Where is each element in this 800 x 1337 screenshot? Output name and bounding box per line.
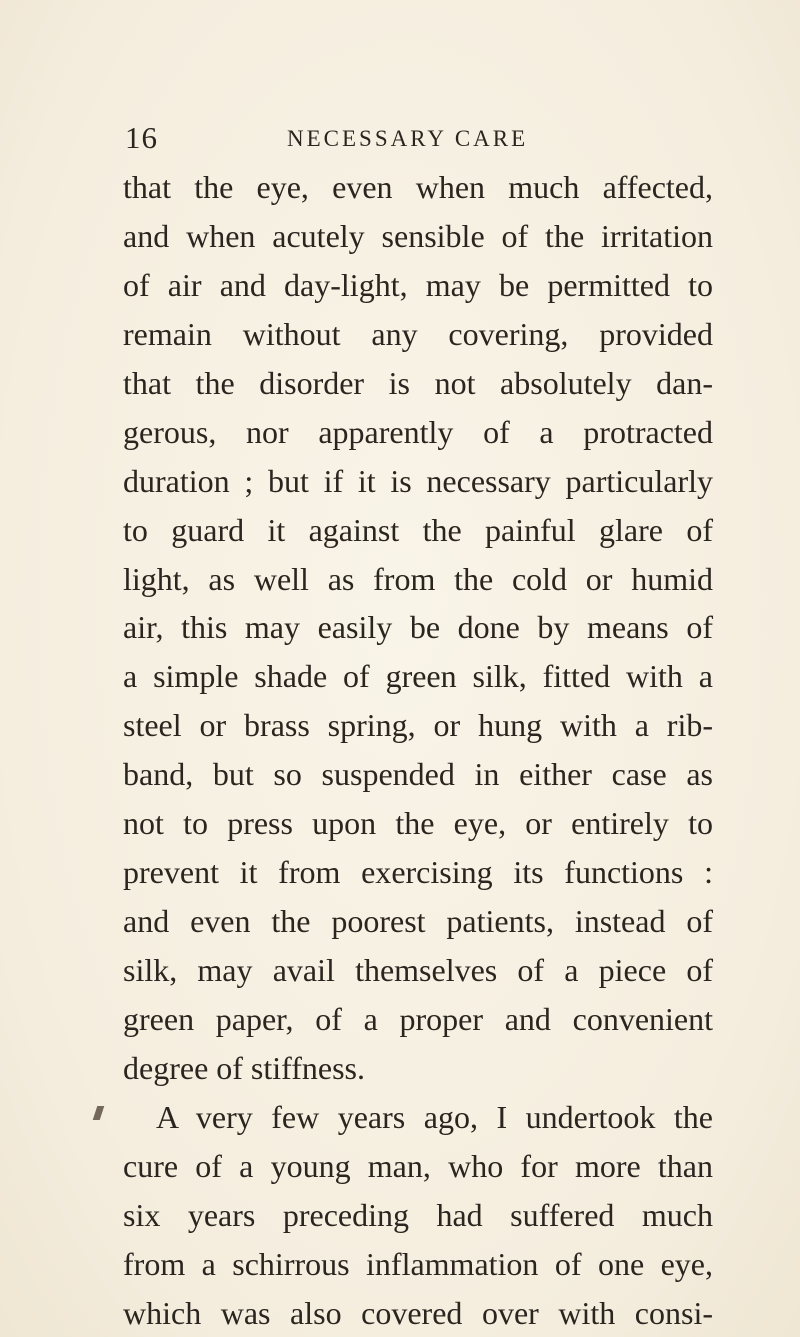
text-line: from a schirrous inflammation of one eye,	[123, 1245, 713, 1282]
text-line: cure of a young man, who for more than	[123, 1147, 713, 1184]
text-line: and even the poorest patients, instead of	[123, 903, 713, 940]
text-line: to guard it against the painful glare of	[123, 511, 713, 548]
text-line: that the disorder is not absolutely dan-	[123, 364, 713, 401]
text-line: steel or brass spring, or hung with a rib-	[123, 707, 713, 744]
text-line: air, this may easily be done by means of	[123, 609, 713, 646]
text-line: a simple shade of green silk, fitted with a	[123, 658, 713, 695]
body-text	[123, 163, 713, 1337]
text-line: green paper, of a proper and convenient	[123, 1000, 713, 1037]
text-line: remain without any covering, provided	[123, 315, 713, 352]
text-line: of air and day-light, may be permitted to	[123, 266, 713, 303]
paragraph-start-line: A very few years ago, I undertook the	[156, 1098, 713, 1135]
text-line: and when acutely sensible of the irritation	[123, 217, 713, 254]
running-head: NECESSARY CARE	[287, 126, 529, 151]
ink-mark	[93, 1106, 105, 1120]
text-line: duration ; but if it is necessary particularly	[123, 462, 713, 499]
text-line: that the eye, even when much affected,	[123, 169, 713, 205]
text-line: six years preceding had suffered much	[123, 1196, 713, 1233]
page-number: 16	[125, 120, 158, 155]
text-line: gerous, nor apparently of a protracted	[123, 413, 713, 450]
text-line: light, as well as from the cold or humid	[123, 560, 713, 597]
text-line: degree of stiffness.	[123, 1049, 365, 1086]
text-line: silk, may avail themselves of a piece of	[123, 952, 713, 988]
text-line: not to press upon the eye, or entirely to	[123, 805, 713, 842]
text-line: prevent it from exercising its functions :	[123, 854, 713, 891]
text-line: which was also covered over with consi-	[123, 1294, 713, 1331]
text-line: band, but so suspended in either case as	[123, 756, 713, 793]
